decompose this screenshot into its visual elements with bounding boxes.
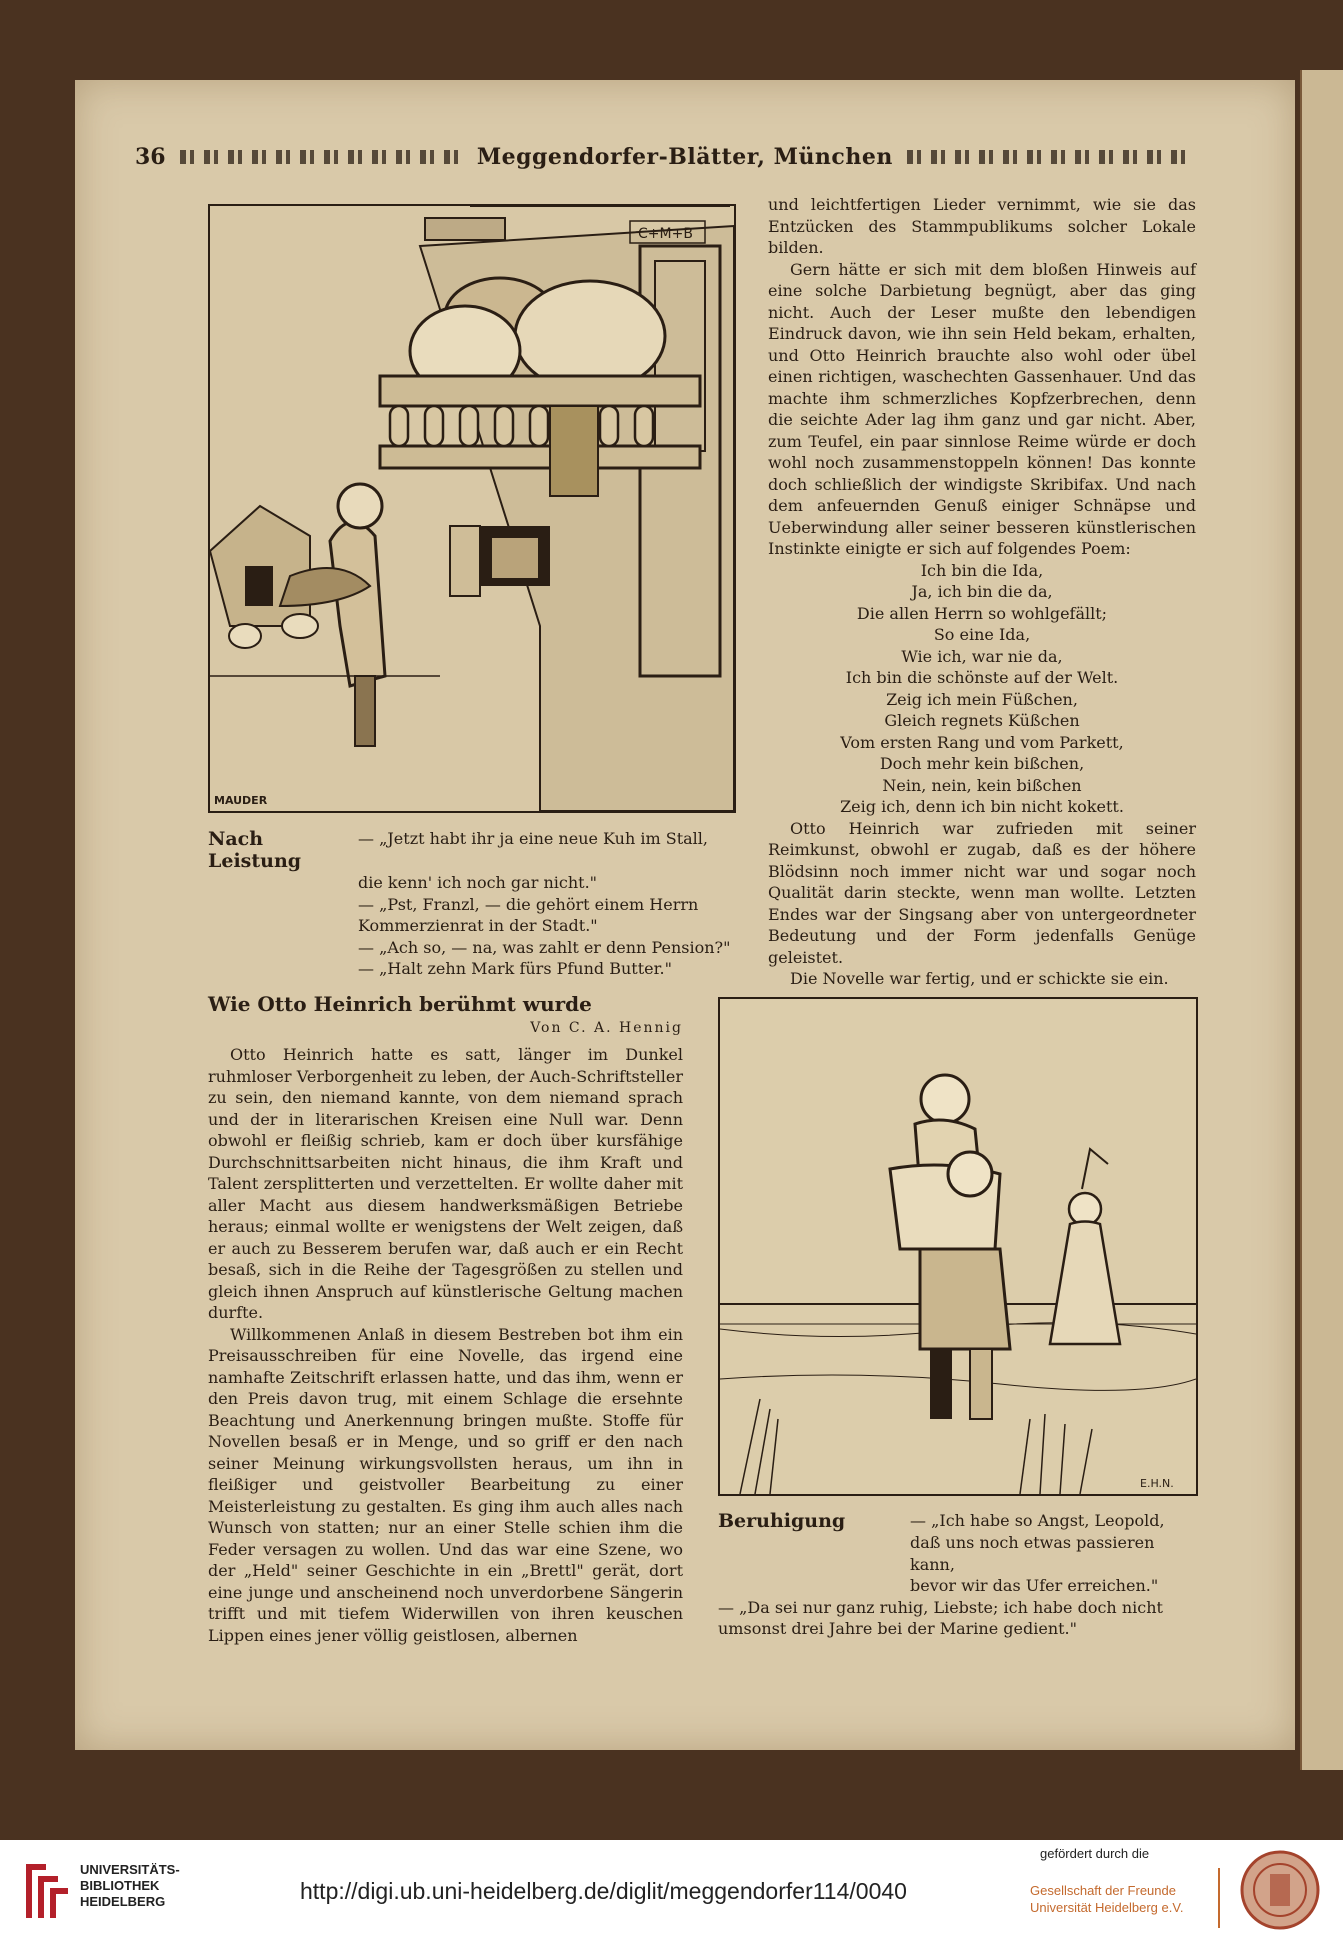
- society-name: Gesellschaft der Freunde Universität Heidelberg e.V.: [1030, 1883, 1184, 1915]
- paragraph: Willkommenen Anlaß in diesem Bestreben bot ihm ein Preisausschreiben für eine Novelle, das irgend eine namhafte Zeitschrift erlassen hatte, und das ihm, wenn er den Preis davon trug, mit einem Schlage die ersehnte Beachtung und Anerkennung bringen mußte. Stoffe für Novellen besaß er in Menge, und so griff er den nach seiner Meinung wirkungsvollsten heraus, um ihn in fleißiger und geistvoller Bearbeitung zu einer Meisterleistung zu gestalten. Es ging ihm auch alles nach Wunsch von statten; nur an einer Stelle schien ihm die Feder versagen zu wollen. Und das war eine Szene, wo der „Held" seiner Geschichte in ein „Brettl" gerät, dort eine junge und anscheinend noch unverdorbene Sängerin trifft und mit tiefem Widerwillen von ihren keuschen Lippen eines jener völlig geistlosen, albernen: [208, 1324, 683, 1645]
- magazine-title: Meggendorfer-Blätter, München: [476, 144, 893, 170]
- footer-bar: [0, 1840, 1343, 1941]
- funded-by-label: gefördert durch die: [1040, 1846, 1150, 1861]
- poem-line: Ich bin die Ida,: [920, 560, 1044, 580]
- story-column: [208, 992, 683, 1646]
- paragraph: Die Novelle war fertig, und er schickte sie ein.: [790, 969, 1169, 988]
- story-continuation-column: [768, 194, 1196, 990]
- caption-line: — „Pst, Franzl, — die gehört einem Herrn: [358, 894, 699, 914]
- illustration-signature: E.H.N.: [1140, 1477, 1174, 1490]
- poem-line: Zeig ich, denn ich bin nicht kokett.: [840, 797, 1124, 816]
- poem-line: Wie ich, war nie da,: [901, 646, 1063, 666]
- story-byline: Von C. A. Hennig: [530, 1020, 683, 1036]
- caption-title: Beruhigung: [718, 1510, 846, 1532]
- caption-line: — „Jetzt habt ihr ja eine neue Kuh im Stall,: [358, 829, 708, 848]
- university-library-logo-icon: [22, 1860, 70, 1922]
- caption-line: — „Ach so, — na, was zahlt er denn Pension?": [358, 937, 731, 957]
- illustration-river-crossing: [718, 997, 1198, 1496]
- paragraph: Gern hätte er sich mit dem bloßen Hinweis auf eine solche Darbietung begnügt, aber das ging nicht. Auch der Leser mußte den lebendigen Eindruck davon, wie ihn sein Held bekam, erhalten, und Otto Heinrich brauchte also wohl oder übel einen richtigen, waschechten Gassenhauer. Und das machte ihm schmerzliches Kopfzerbrechen, denn die seichte Ader lag ihm ganz und gar nicht. Aber, zum Teufel, ein paar sinnlose Reime würde er doch wohl noch zusammenstoppeln können! Das konnte doch schließlich der windigste Skribifax. Und nach dem anfeuernden Genuß einiger Schnäpse und Ueberwindung aller seiner besseren künstlerischen Instinkte einigte er sich auf folgendes Poem:: [768, 259, 1196, 558]
- poem-line: Ja, ich bin die da,: [911, 582, 1053, 601]
- poem-line: Ich bin die schönste auf der Welt.: [845, 668, 1119, 687]
- poem-line: Vom ersten Rang und vom Parkett,: [840, 732, 1124, 752]
- poem-line: So eine Ida,: [933, 625, 1031, 644]
- caption-line: — „Halt zehn Mark fürs Pfund Butter.": [358, 959, 672, 978]
- permalink-url[interactable]: http://digi.ub.uni-heidelberg.de/diglit/meggendorfer114/0040: [300, 1878, 907, 1904]
- paragraph: Otto Heinrich hatte es satt, länger im Dunkel ruhmloser Verborgenheit zu leben, der Auch-Schriftsteller zu sein, den niemand kannte, von dem niemand sprach und der in literarischen Kreisen eine Null war. Denn obwohl er fleißig schrieb, kam er doch über kursfähige Durchschnittsarbeiten nicht hinaus, die ihm Kraft und Talent zersplitterten und verzettelten. Er wollte daher mit aller Macht aus diesem handwerksmäßigen Betriebe heraus; einmal wollte er wenigstens der Welt zeigen, daß er auch zu Besserem berufen war, daß auch er ein Recht besaß, sich in die Reihe der Tagesgrößen zu stellen und gleich ihnen Anspruch auf künstlerische Geltung machen durfte.: [208, 1045, 683, 1322]
- caption-title: Nach Leistung: [208, 828, 302, 872]
- library-name: UNIVERSITÄTS- BIBLIOTHEK HEIDELBERG: [80, 1862, 180, 1909]
- poem-line: Gleich regnets Küßchen: [884, 711, 1080, 730]
- poem-line: Nein, nein, kein bißchen: [882, 775, 1082, 795]
- caption-line: daß uns noch etwas passieren kann,: [910, 1533, 1155, 1574]
- illustration-balcony: [208, 204, 736, 813]
- paragraph: Otto Heinrich war zufrieden mit seiner Reimkunst, obwohl er zugab, daß es der höhere Blödsinn noch immer nicht war und sogar noch Qualität darin steckte, wenn man wollte. Letzten Endes war der Singsang aber von untergeordneter Bedeutung und der Form jedenfalls Genüge geleistet.: [768, 818, 1196, 967]
- page-header: [135, 140, 1190, 174]
- caption-line: — „Ich habe so Angst, Leopold,: [910, 1511, 1165, 1530]
- facing-page-edge: [1300, 70, 1343, 1770]
- caption-line: Kommerzienrat in der Stadt.": [358, 916, 598, 935]
- poem: [768, 560, 1196, 818]
- header-ornament-right: [907, 150, 1190, 164]
- story-title: Wie Otto Heinrich berühmt wurde: [208, 992, 592, 1016]
- caption-line: die kenn' ich noch gar nicht.": [358, 873, 598, 892]
- caption-line: bevor wir das Ufer erreichen.": [910, 1576, 1159, 1595]
- poem-line: Doch mehr kein bißchen,: [879, 754, 1085, 773]
- caption-nach-leistung: [208, 828, 738, 980]
- door-mark: C+M+B: [638, 226, 693, 242]
- illustration-signature: MAUDER: [214, 794, 268, 807]
- caption-beruhigung: [718, 1510, 1194, 1640]
- paragraph: und leichtfertigen Lieder vernimmt, wie sie das Entzücken des Stammpublikums solcher Lokale bilden.: [768, 195, 1196, 257]
- poem-line: Die allen Herrn so wohlgefällt;: [856, 603, 1108, 623]
- footer-divider: [1218, 1868, 1220, 1928]
- header-ornament-left: [180, 150, 463, 164]
- page-number: 36: [135, 144, 166, 170]
- poem-line: Zeig ich mein Füßchen,: [886, 689, 1078, 709]
- caption-line: umsonst drei Jahre bei der Marine gedient.": [718, 1619, 1077, 1638]
- caption-line: — „Da sei nur ganz ruhig, Liebste; ich habe doch nicht: [718, 1597, 1163, 1617]
- university-seal-icon: [1240, 1850, 1320, 1930]
